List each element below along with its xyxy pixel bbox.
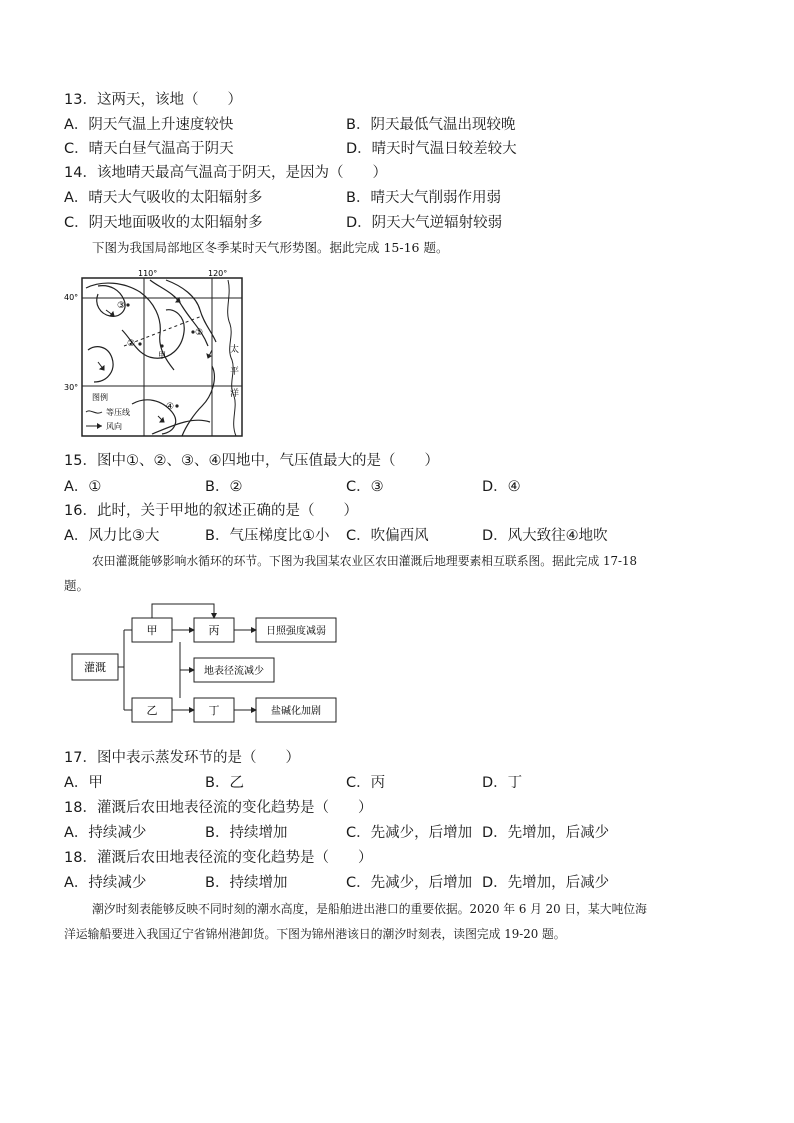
q18-option-d: D．先增加，后减少 [482,825,610,841]
point-3-label: ③ [117,301,126,311]
lon-110-label: 110° [138,269,158,278]
intro-19-20-line1: 潮汐时刻表能够反映不同时刻的潮水高度，是船舶进出港口的重要依据。2020 年 6 月 20 日，某大吨位海 [92,902,647,916]
link-jia-top-loop [152,604,214,618]
q16-option-a: A．风力比③大 [64,528,160,544]
point-1-label: ① [195,328,204,338]
node-runoff-label: 地表径流减少 [204,666,264,677]
weather-map [62,266,248,442]
q14-option-d: D．阴天大气逆辐射较弱 [346,215,503,231]
point-jia-dot [160,344,163,347]
q18-option-a: A．持续减少 [64,825,147,841]
question-15-stem: 15．图中①、②、③、④四地中，气压值最大的是（ ） [64,453,439,469]
wind-arrows [98,296,212,422]
q16-option-c: C．吹偏西风 [346,528,429,544]
coastline [228,280,236,436]
q14-option-c: C．阴天地面吸收的太阳辐射多 [64,215,263,231]
q17-option-b: B．乙 [205,775,244,791]
q16-option-b: B．气压梯度比①小 [205,528,330,544]
q15-option-a: A．① [64,479,102,495]
q14-option-b: B．晴天大气削弱作用弱 [346,190,501,206]
q13-option-d: D．晴天时气温日较差较大 [346,141,517,157]
q15-option-b: B．② [205,479,243,495]
intro-17-18-line2: 题。 [64,578,90,593]
legend-title: 图例 [92,393,108,402]
point-4-label: ④ [166,402,175,412]
question-18-repeat-stem: 18．灌溉后农田地表径流的变化趋势是（ ） [64,850,373,866]
node-bing-label: 丙 [208,624,220,637]
point-jia-label: 甲 [158,351,166,360]
point-3-dot [126,303,129,306]
lat-30-label: 30° [64,383,79,392]
q18-repeat-option-d: D．先增加，后减少 [482,875,610,891]
lat-40-label: 40° [64,293,79,302]
q18-option-c: C．先减少，后增加 [346,825,473,841]
q17-option-d: D．丁 [482,775,523,791]
trough-line [124,316,202,346]
ocean-label-3: 洋 [230,389,240,399]
question-16-stem: 16．此时，关于甲地的叙述正确的是（ ） [64,503,358,519]
node-salinization-label: 盐碱化加剧 [271,706,321,717]
q13-option-b: B．阴天最低气温出现较晚 [346,117,516,133]
intro-17-18-line1: 农田灌溉能够影响水循环的环节。下图为我国某农业区农田灌溉后地理要素相互联系图。据此完成 17-18 [92,554,638,568]
q13-option-a: A．阴天气温上升速度较快 [64,117,234,133]
q18-repeat-option-b: B．持续增加 [205,875,288,891]
node-ding-label: 丁 [208,704,220,717]
node-jia-label: 甲 [146,624,158,637]
q18-option-b: B．持续增加 [205,825,288,841]
point-4-dot [175,404,178,407]
ocean-label-1: 太 [230,345,240,355]
q17-option-c: C．丙 [346,775,386,791]
q18-repeat-option-c: C．先减少，后增加 [346,875,473,891]
q17-option-a: A．甲 [64,775,103,791]
q13-option-c: C．晴天白昼气温高于阴天 [64,141,234,157]
q15-option-d: D．④ [482,479,521,495]
q16-option-d: D．风大致往④地吹 [482,528,608,544]
point-2-label: ② [127,339,136,349]
question-14-stem: 14．该地晴天最高气温高于阴天，是因为（ ） [64,165,387,181]
node-yi-label: 乙 [146,704,158,717]
intro-15-16: 下图为我国局部地区冬季某时天气形势图。据此完成 15-16 题。 [92,240,449,255]
legend-isobar-symbol [86,411,102,413]
node-sunshine-label: 日照强度减弱 [266,626,326,637]
ocean-label-2: 平 [230,367,240,377]
question-18-stem: 18．灌溉后农田地表径流的变化趋势是（ ） [64,800,373,816]
lon-120-label: 120° [208,269,228,278]
q14-option-a: A．晴天大气吸收的太阳辐射多 [64,190,263,206]
irrigation-flow-diagram [70,600,340,728]
node-irrigation-label: 灌溉 [84,661,106,674]
question-17-stem: 17．图中表示蒸发环节的是（ ） [64,750,300,766]
intro-19-20-line2: 洋运输船要进入我国辽宁省锦州港卸货。下图为锦州港该日的潮汐时刻表，读图完成 19-20 题。 [64,927,566,941]
question-13-stem: 13．这两天，该地（ ） [64,92,242,108]
point-2-dot [138,342,141,345]
legend-wind-arrowhead [97,423,102,429]
q18-repeat-option-a: A．持续减少 [64,875,147,891]
q15-option-c: C．③ [346,479,384,495]
legend-isobar-label: 等压线 [106,408,130,417]
legend-wind-label: 风向 [106,422,122,431]
